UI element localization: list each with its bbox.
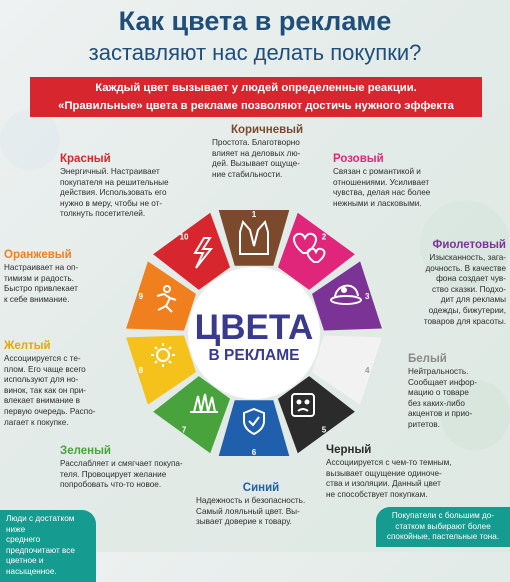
label-text: винок, так как он при-: [4, 385, 87, 395]
label-title: Оранжевый: [4, 249, 72, 261]
label-text: Сообщает инфор-: [408, 377, 477, 387]
label-orange: [4, 248, 104, 305]
label-title: Коричневый: [230, 124, 304, 136]
label-text: ства и изоляции. Данный цвет: [326, 479, 441, 489]
footer-text: Люди с достатком ниже: [6, 514, 75, 534]
footer-note-left: [0, 510, 96, 582]
label-yellow: [4, 339, 106, 428]
label-text: используют для но-: [4, 375, 79, 385]
label-white: [408, 352, 498, 431]
page-subtitle: заставляют нас делать покупки?: [88, 40, 422, 65]
label-text: Надежность и безопасность.: [196, 496, 306, 505]
label-text: одежды, бижутерии,: [428, 305, 506, 315]
label-red: [60, 152, 188, 220]
label-text: Самый лояльный цвет. Вы-: [196, 506, 300, 516]
label-text: попробовать что-то новое.: [60, 480, 162, 490]
label-text: Настраивает на оп-: [4, 263, 79, 272]
label-text: нежными и ласковыми.: [333, 198, 422, 208]
label-title: Желтый: [4, 340, 51, 352]
banner-line: «Правильные» цвета в рекламе позволяют достичь нужного эффекта: [58, 100, 454, 112]
banner-line: Каждый цвет вызывает у людей определенные реакции.: [95, 82, 417, 94]
label-title: Фиолетовый: [432, 239, 506, 251]
label-title: Розовый: [333, 153, 384, 165]
label-brown: [212, 123, 322, 180]
label-text: влекает внимание в: [4, 396, 81, 406]
label-text: Связан с романтикой и: [333, 167, 421, 176]
segment-number: 5: [321, 425, 327, 435]
center-title: ЦВЕТА: [194, 308, 314, 347]
footer-note-right: [376, 507, 510, 547]
label-title: Зеленый: [60, 445, 111, 457]
label-title: Черный: [326, 444, 372, 456]
label-text: вызывает ощущение одиноче-: [326, 468, 442, 478]
label-text: тимизм и радость.: [4, 273, 74, 283]
label-text: Расслабляет и смягчает покупа-: [60, 459, 183, 468]
label-text: ритетов.: [408, 419, 440, 429]
label-text: к себе внимание.: [4, 294, 70, 304]
segment-number: 3: [364, 292, 370, 302]
segment-number: 7: [181, 425, 187, 435]
footer-text: Покупатели с большим до-: [391, 511, 495, 520]
footer-text: статком выбирают более: [395, 521, 491, 531]
label-text: Ассоциируется с чем-то темным,: [326, 458, 452, 467]
label-text: товаров для красоты.: [423, 316, 506, 326]
label-text: не способствует покупкам.: [326, 489, 428, 499]
label-pink: [333, 152, 453, 209]
label-text: влияет на деловых лю-: [212, 148, 301, 158]
segment-number: 10: [179, 232, 189, 242]
label-text: дит для рекламы: [440, 295, 506, 305]
label-text: зывает доверие к товару.: [196, 517, 292, 527]
label-text: Изысканность, зага-: [429, 253, 506, 262]
segment-number: 2: [321, 232, 327, 242]
label-green: [60, 444, 200, 491]
footer-text: среднего предпочитают все: [6, 535, 75, 555]
label-text: лагает к покупке.: [4, 417, 69, 427]
label-text: отношениями. Усиливает: [333, 177, 430, 187]
label-blue: [196, 481, 326, 528]
label-text: Быстро привлекает: [4, 284, 78, 294]
label-text: чувства, делая нас более: [333, 188, 431, 198]
center-subtitle: В РЕКЛАМЕ: [208, 347, 300, 364]
label-text: Нейтральность.: [408, 367, 469, 376]
label-text: первую очередь. Распо-: [4, 406, 96, 416]
label-text: акцентов и прио-: [408, 409, 473, 419]
segment-number: 1: [251, 210, 257, 219]
segment-number: 4: [364, 365, 370, 375]
label-text: покупателя на решительные: [60, 177, 169, 187]
label-title: Синий: [242, 482, 280, 494]
label-text: действия. Использовать его: [60, 188, 167, 198]
page-title: Как цвета в рекламе: [118, 6, 392, 36]
label-text: ние стабильности.: [212, 169, 283, 179]
label-text: толкнуть посетителей.: [60, 209, 146, 219]
label-text: без каких-либо: [408, 398, 465, 408]
label-text: нужно в меру, чтобы не от-: [60, 198, 163, 208]
segment-number: 8: [138, 365, 144, 375]
footer-text: спокойные, пастельные тона.: [386, 532, 500, 542]
label-text: плом. Его чаще всего: [4, 364, 86, 374]
label-text: дочность. В качестве: [425, 263, 506, 273]
label-title: Красный: [60, 153, 111, 165]
label-text: Простота. Благотворно: [212, 138, 300, 147]
label-text: мацию о товаре: [408, 388, 469, 398]
label-text: ство сказки. Подхо-: [431, 284, 506, 294]
label-violet: [398, 238, 506, 327]
label-text: теля. Провоцирует желание: [60, 469, 167, 479]
label-title: Белый: [408, 353, 447, 365]
footer-text: цветное и насыщенное.: [6, 556, 57, 576]
label-text: фона создает чув-: [436, 274, 506, 284]
segment-number: 9: [138, 292, 144, 302]
label-text: дей. Вызывает ощуще-: [212, 159, 300, 169]
label-text: Энергичный. Настраивает: [60, 167, 160, 176]
label-black: [326, 443, 466, 500]
segment-number: 6: [251, 448, 257, 457]
label-text: Ассоциируется с те-: [4, 354, 81, 363]
